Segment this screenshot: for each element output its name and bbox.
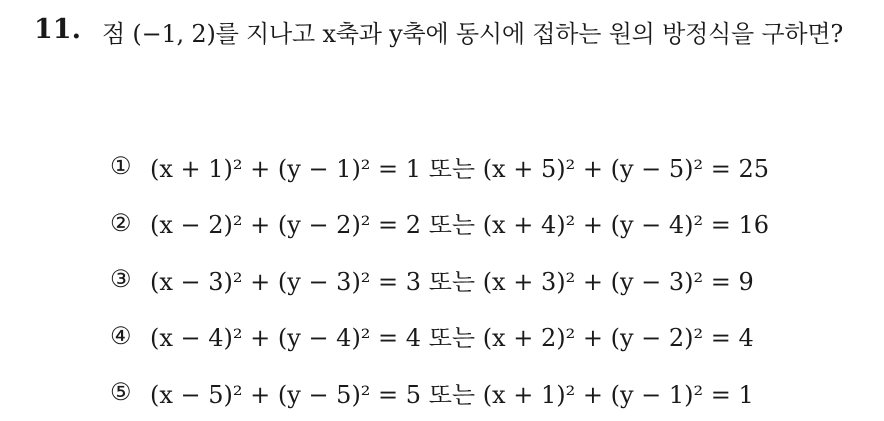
choice-marker: ③ — [110, 265, 132, 294]
question-text: 점 (−1, 2)를 지나고 x축과 y축에 동시에 접하는 원의 방정식을 구하면? — [102, 20, 844, 48]
question-number: 11. — [34, 14, 81, 45]
choice-formula: (x − 2)² + (y − 2)² = 2 또는 (x + 4)² + (y − 4)² = 16 — [150, 211, 770, 240]
choice-2[interactable] — [110, 195, 870, 252]
choice-list — [110, 138, 870, 421]
choice-marker: ⑤ — [110, 378, 132, 407]
choice-4[interactable] — [110, 308, 870, 365]
choice-1[interactable] — [110, 138, 870, 195]
choice-marker: ① — [110, 152, 132, 181]
choice-formula: (x − 4)² + (y − 4)² = 4 또는 (x + 2)² + (y − 2)² = 4 — [150, 324, 754, 353]
choice-marker: ② — [110, 208, 132, 237]
choice-5[interactable] — [110, 364, 870, 421]
choice-3[interactable] — [110, 251, 870, 308]
choice-formula: (x − 3)² + (y − 3)² = 3 또는 (x + 3)² + (y − 3)² = 9 — [150, 267, 754, 296]
choice-formula: (x − 5)² + (y − 5)² = 5 또는 (x + 1)² + (y − 1)² = 1 — [150, 380, 754, 409]
choice-marker: ④ — [110, 321, 132, 350]
choice-formula: (x + 1)² + (y − 1)² = 1 또는 (x + 5)² + (y − 5)² = 25 — [150, 154, 770, 183]
